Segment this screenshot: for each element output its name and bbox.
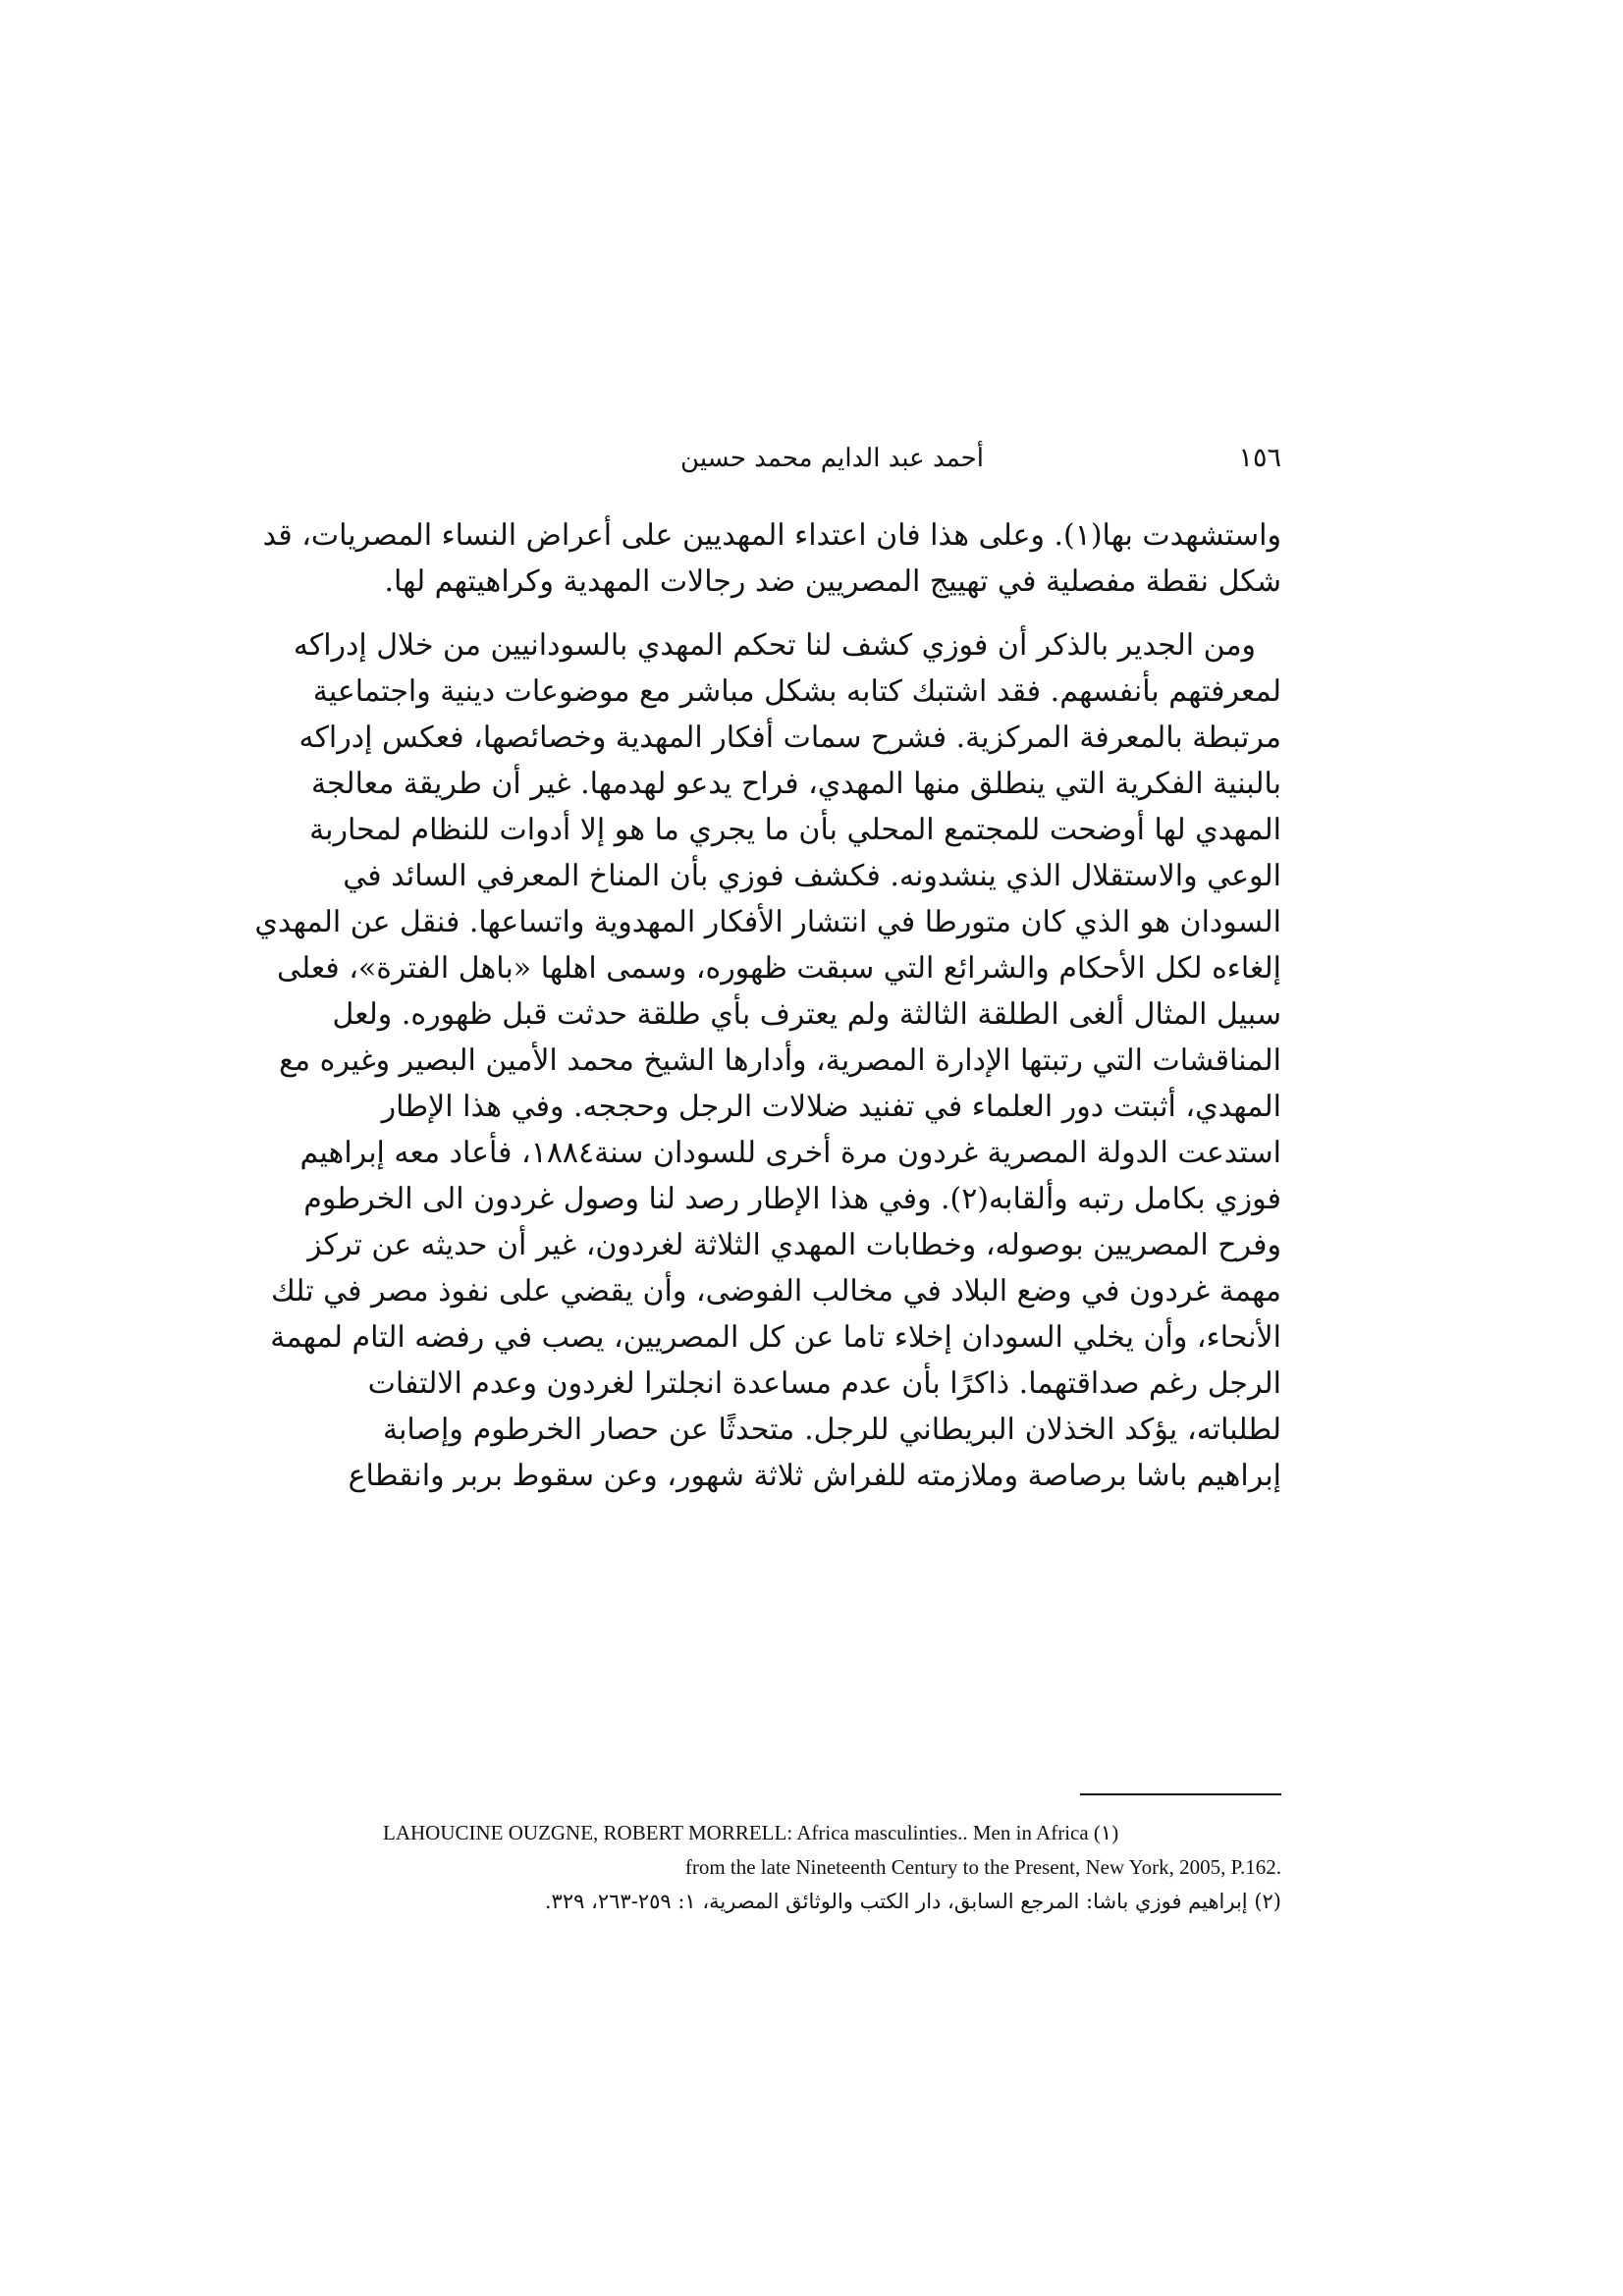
text-line: المهدي، أثبتت دور العلماء في تفنيد ضلالات الرجل وحججه. وفي هذا الإطار xyxy=(381,1090,1281,1124)
author-name: أحمد عبد الدايم محمد حسين xyxy=(680,444,984,473)
text-line: الأنحاء، وأن يخلي السودان إخلاء تاما عن كل المصريين، يصب في رفضه التام لمهمة xyxy=(270,1320,1281,1355)
text-line: مهمة غردون في وضع البلاد في مخالب الفوضى، وأن يقضي على نفوذ مصر في تلك xyxy=(270,1274,1281,1308)
footnotes xyxy=(383,1816,1281,1919)
text-line: لطلباته، يؤكد الخذلان البريطاني للرجل. متحدثًا عن حصار الخرطوم وإصابة xyxy=(383,1413,1281,1447)
text-line: الرجل رغم صداقتهما. ذاكرًا بأن عدم مساعدة انجلترا لغردون وعدم الالتفات xyxy=(367,1366,1281,1401)
text-line: وفرح المصريين بوصوله، وخطابات المهدي الثلاثة لغردون، غير أن حديثه عن تركز xyxy=(307,1228,1281,1262)
text-line: بالبنية الفكرية التي ينطلق منها المهدي، فراح يدعو لهدمها. غير أن طريقة معالجة xyxy=(310,767,1281,801)
text-line: شكل نقطة مفصلية في تهييج المصريين ضد رجالات المهدية وكراهيتهم لها. xyxy=(384,564,1281,599)
text-line: إبراهيم باشا برصاصة وملازمته للفراش ثلاثة شهور، وعن سقوط بربر وانقطاع xyxy=(348,1459,1281,1493)
footnote-2: (٢) إبراهيم فوزي باشا: المرجع السابق، دار الكتب والوثائق المصرية، ١: ٢٥٩-٢٦٣، ٣٢٩. xyxy=(544,1890,1281,1913)
text-line: المهدي لها أوضحت للمجتمع المحلي بأن ما يجري ما هو إلا أدوات للنظام لمحاربة xyxy=(309,813,1281,847)
text-line: لمعرفتهم بأنفسهم. فقد اشتبك كتابه بشكل مباشر مع موضوعات دينية واجتماعية xyxy=(312,674,1281,709)
text-line: استدعت الدولة المصرية غردون مرة أخرى للسودان سنة١٨٨٤، فأعاد معه إبراهيم xyxy=(299,1136,1281,1170)
text-line: المناقشات التي رتبتها الإدارة المصرية، وأدارها الشيخ محمد الأمين البصير وغيره مع xyxy=(279,1043,1281,1078)
text-line: فوزي بكامل رتبه وألقابه(٢). وفي هذا الإطار رصد لنا وصول غردون الى الخرطوم xyxy=(303,1182,1281,1216)
footnote-1-line-2: from the late Nineteenth Century to the Present, New York, 2005, P.162. xyxy=(684,1855,1281,1879)
paragraph-1 xyxy=(262,512,1281,605)
text-line: سبيل المثال ألغى الطلقة الثالثة ولم يعترف بأي طلقة حدثت قبل ظهوره. ولعل xyxy=(332,997,1281,1032)
body-text xyxy=(254,512,1281,1499)
text-line: السودان هو الذي كان متورطا في انتشار الأفكار المهدوية واتساعها. فنقل عن المهدي xyxy=(254,905,1281,939)
footnote-separator xyxy=(1080,1793,1281,1795)
text-line: إلغاءه لكل الأحكام والشرائع التي سبقت ظهوره، وسمى اهلها «باهل الفترة»، فعلى xyxy=(276,951,1281,986)
text-line: ومن الجدير بالذكر أن فوزي كشف لنا تحكم المهدي بالسودانيين من خلال إدراكه xyxy=(293,628,1256,663)
text-line: مرتبطة بالمعرفة المركزية. فشرح سمات أفكار المهدية وخصائصها، فعكس إدراكه xyxy=(298,721,1281,755)
footnote-1-line-1: LAHOUCINE OUZGNE, ROBERT MORRELL: Africa masculinties.. Men in Africa (١) xyxy=(383,1821,1119,1844)
page-number: ١٥٦ xyxy=(1238,443,1281,473)
paragraph-2 xyxy=(254,622,1281,1499)
running-head xyxy=(383,439,1281,478)
text-line: الوعي والاستقلال الذي ينشدونه. فكشف فوزي بأن المناخ المعرفي السائد في xyxy=(343,859,1281,893)
text-line: واستشهدت بها(١). وعلى هذا فان اعتداء المهديين على أعراض النساء المصريات، قد xyxy=(262,518,1281,553)
